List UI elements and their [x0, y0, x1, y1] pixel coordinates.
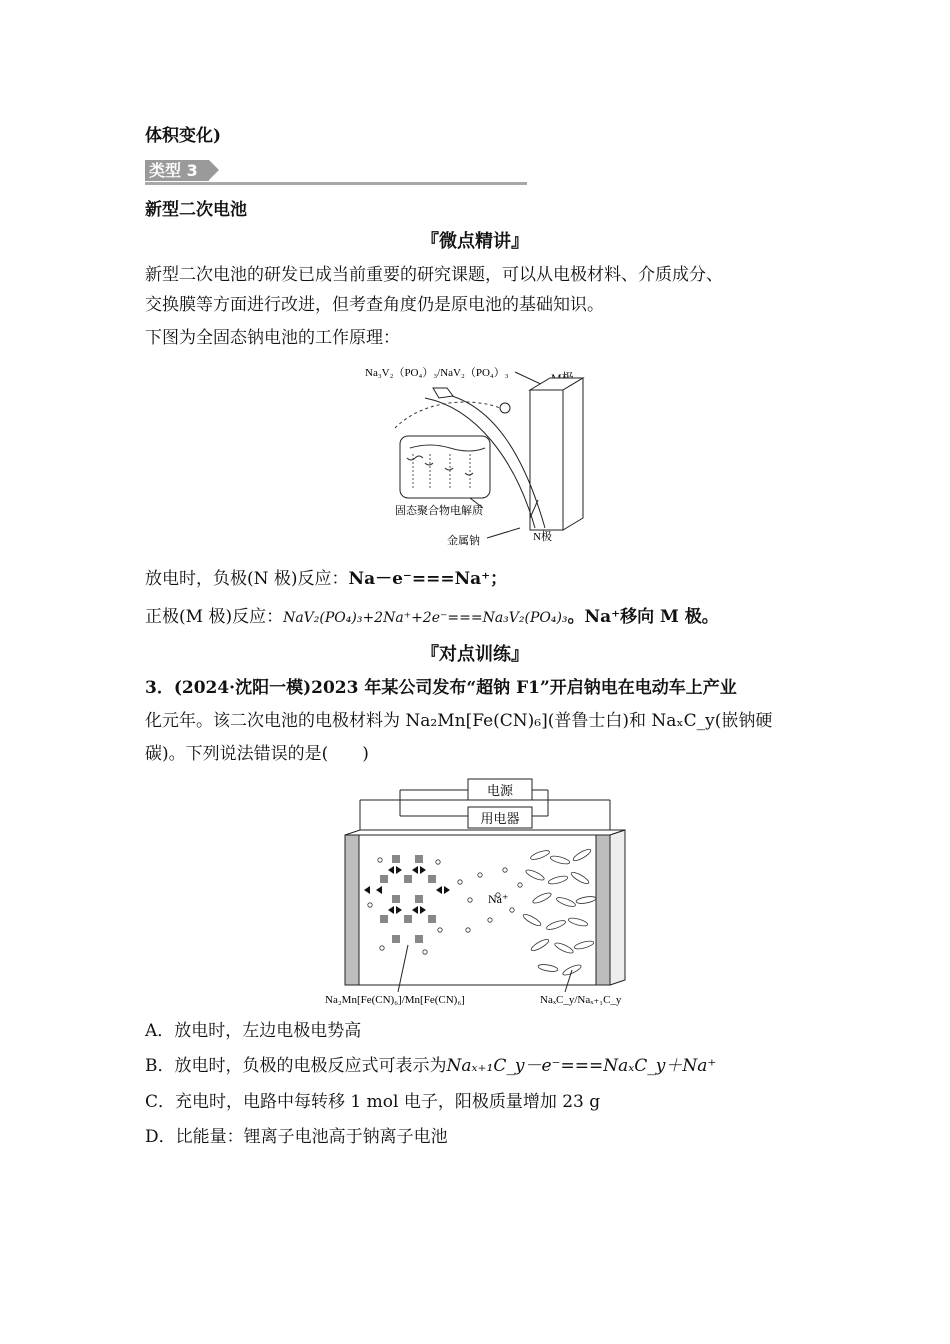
- discharge-positive-suffix: 。Na⁺移向 M 极。: [567, 607, 719, 627]
- section-title: 新型二次电池: [145, 200, 247, 220]
- option-b: [145, 1054, 716, 1078]
- heading-train: 『对点训练』: [421, 644, 529, 665]
- option-b-formula: Naₓ₊₁C_y－e⁻===NaₓC_y＋Na⁺: [446, 1056, 717, 1076]
- figure-sodium-ion-battery: [320, 770, 630, 1010]
- figure2-label-ion: Na⁺: [488, 892, 509, 906]
- option-b-prefix: B．放电时，负极的电极反应式可表示为: [145, 1056, 447, 1076]
- heading-explain: 『微点精讲』: [421, 231, 529, 252]
- question-line-2: 化元年。该二次电池的电极材料为 Na₂Mn[Fe(CN)₆](普鲁士白)和 NaₓC_y(嵌钠硬: [145, 711, 773, 731]
- discharge-negative-equation: Na－e⁻===Na⁺；: [348, 569, 508, 589]
- option-a: A．放电时，左边电极电势高: [145, 1021, 362, 1041]
- discharge-positive-line: [145, 605, 719, 630]
- question-line-3: 碳)。下列说法错误的是( ): [145, 744, 369, 764]
- figure-sodium-battery: [355, 358, 605, 553]
- option-c: C．充电时，电路中每转移 1 mol 电子，阳极质量增加 23 g: [145, 1092, 601, 1112]
- section-badge-tip: [209, 160, 219, 180]
- intro-line-2: 交换膜等方面进行改进，但考查角度仍是原电池的基础知识。: [145, 295, 604, 315]
- figure1-label-top: Na₃V₂（PO₄）₃/NaV₂（PO₄）₃: [365, 367, 509, 379]
- intro-line-1: 新型二次电池的研发已成当前重要的研究课题，可以从电极材料、介质成分、: [145, 265, 723, 285]
- figure1-label-n: N极: [533, 531, 552, 543]
- option-d: D．比能量：锂离子电池高于钠离子电池: [145, 1127, 448, 1147]
- discharge-positive-formula: NaV₂(PO₄)₃+2Na⁺+2e⁻===Na₃V₂(PO₄)₃: [283, 610, 568, 626]
- figure1-label-metal: 金属钠: [447, 535, 480, 547]
- section-badge: 类型 3: [145, 160, 209, 181]
- figure1-label-electrolyte: 固态聚合物电解质: [395, 505, 483, 517]
- intro-line-3: 下图为全固态钠电池的工作原理：: [145, 328, 400, 348]
- question-line-1: 3．(2024·沈阳一模)2023 年某公司发布“超钠 F1”开启钠电在电动车上产业: [145, 678, 737, 698]
- continued-text: 体积变化): [145, 126, 222, 146]
- figure2-label-left: Na₂Mn[Fe(CN)₆]/Mn[Fe(CN)₆]: [325, 994, 465, 1006]
- figure2-label-power: 电源: [486, 783, 514, 798]
- figure2-label-device: 用电器: [480, 811, 520, 826]
- discharge-negative-line: [145, 567, 507, 591]
- figure2-label-right: NaₓC_y/Naₓ₊₁C_y: [540, 994, 622, 1006]
- discharge-positive-prefix: 正极(M 极)反应：: [145, 607, 284, 627]
- section-rule: [145, 182, 527, 185]
- discharge-negative-prefix: 放电时，负极(N 极)反应：: [145, 569, 349, 589]
